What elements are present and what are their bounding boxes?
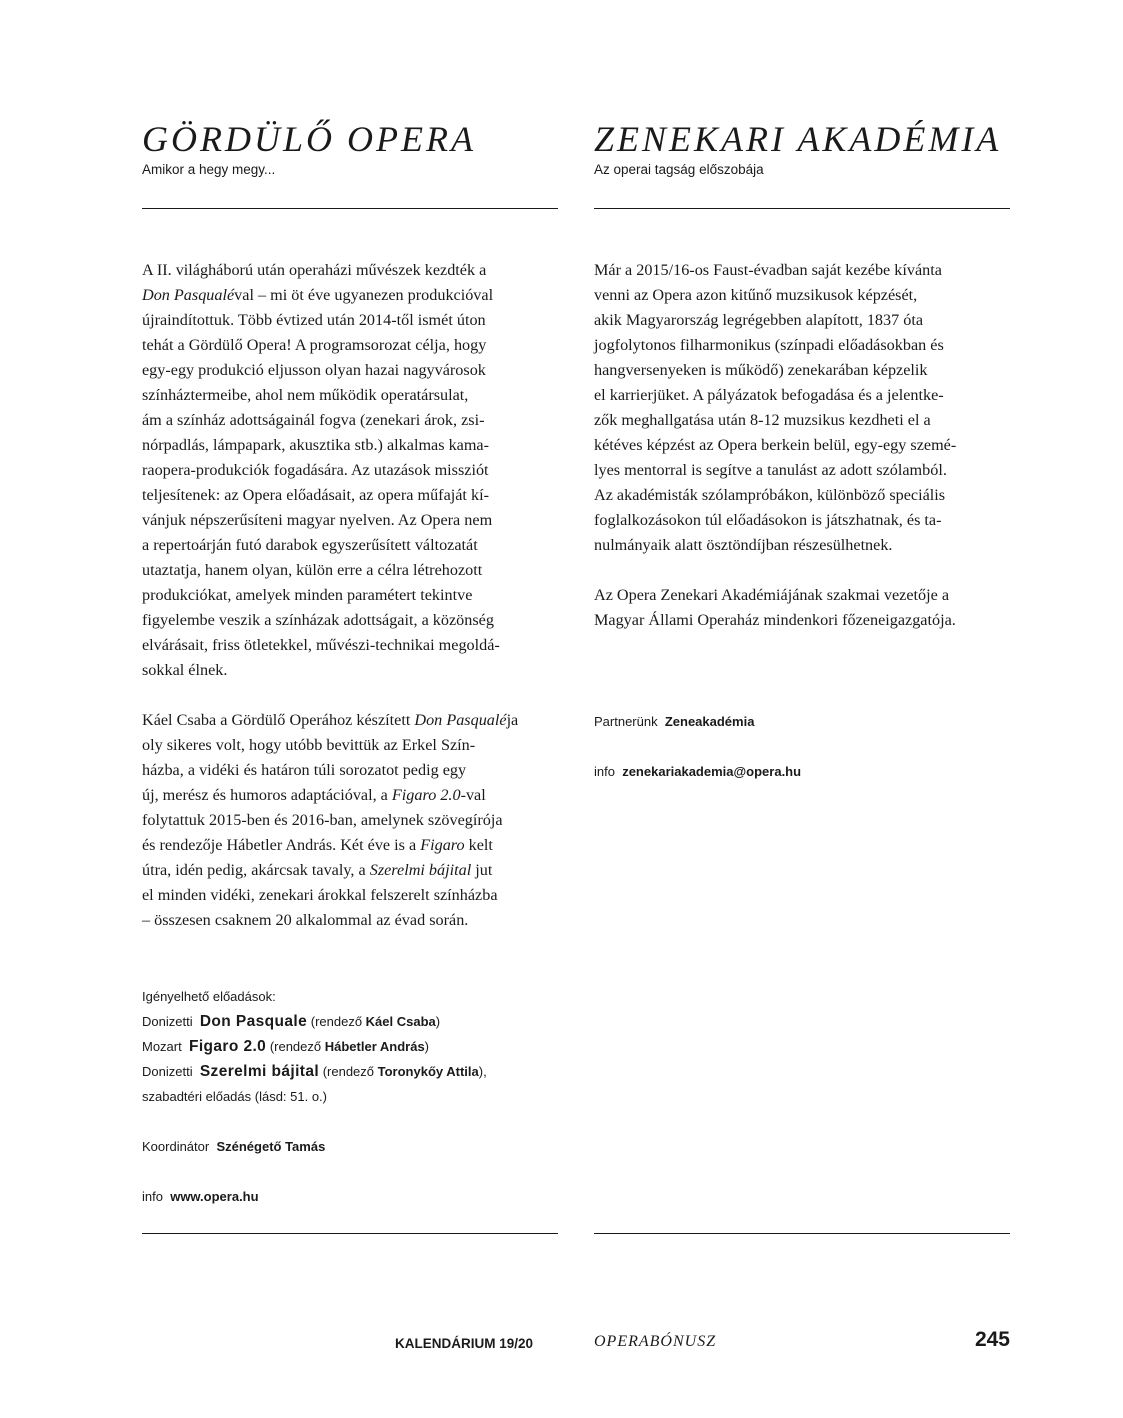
text-line: útra, idén pedig, akárcsak tavaly, a Szerelmi bájital jut: [142, 861, 493, 879]
left-info-link[interactable]: www.opera.hu: [170, 1189, 259, 1204]
right-subtitle: Az operai tagság előszobája: [594, 162, 764, 177]
right-bottom-rule: [594, 1233, 1010, 1234]
text-line: teljesítenek: az Opera előadásait, az opera műfaját kí-: [142, 486, 489, 504]
italic-title: Szerelmi bájital: [369, 861, 472, 879]
text-line: figyelembe veszik a színházak adottságait, a közönség: [142, 611, 494, 629]
text-line: Már a 2015/16-os Faust-évadban saját kezébe kívánta: [594, 261, 942, 279]
text-line: produkciókat, amelyek minden paramétert tekintve: [142, 586, 473, 604]
right-info: [594, 759, 801, 784]
text-line: ám a színház adottságainál fogva (zenekari árok, zsi-: [142, 411, 485, 429]
text-line: Az Opera Zenekari Akadémiájának szakmai vezetője a: [594, 586, 950, 604]
right-title: ZENEKARI AKADÉMIA: [594, 119, 1002, 159]
text-line: akik Magyarország legrégebben alapított, 1837 óta: [594, 311, 924, 329]
text-line: lyes mentorral is segítve a tanulást az adott szólamból.: [594, 461, 947, 479]
text-line: a repertoárján futó darabok egyszerűsített változatát: [142, 536, 478, 554]
text-line: A II. világháború után operaházi művészek kezdték a: [142, 261, 487, 279]
right-info-label: info: [594, 764, 615, 779]
text-line: színháztermeibe, ahol nem működik operatársulat,: [142, 386, 469, 404]
text-line: házba, a vidéki és határon túli sorozatot pedig egy: [142, 761, 467, 779]
left-bottom-rule: [142, 1233, 558, 1234]
italic-title: Figaro 2.0: [391, 786, 461, 804]
text-line: jogfolytonos filharmonikus (színpadi előadásokban és: [594, 336, 944, 354]
text-line: nórpadlás, lámpapark, akusztika stb.) alkalmas kama-: [142, 436, 490, 454]
performance-director-prefix: (rendező: [322, 1064, 378, 1079]
performance-director-prefix: (rendező: [310, 1014, 366, 1029]
performance-director: Hábetler András: [324, 1039, 425, 1054]
text-line: folytattuk 2015-ben és 2016-ban, amelynek szövegírója: [142, 811, 503, 829]
text-line: raopera-produkciók fogadására. Az utazások missziót: [142, 461, 489, 479]
footer-section: OPERABÓNUSZ: [594, 1333, 717, 1350]
page-number: 245: [974, 1328, 1010, 1351]
performance-director-suffix: ),: [478, 1064, 487, 1079]
partner-label: Partnerünk: [594, 714, 658, 729]
partner: [594, 709, 754, 734]
text-line: új, merész és humoros adaptációval, a Figaro 2.0-val: [142, 786, 486, 804]
text-line: Káel Csaba a Gördülő Operához készített Don Pasqualéja: [142, 711, 519, 729]
text-line: oly sikeres volt, hogy utóbb bevittük az Erkel Szín-: [142, 736, 476, 754]
performance-work: Szerelmi bájital: [199, 1063, 320, 1080]
text-line: Don Pasqualéval – mi öt éve ugyanezen produkcióval: [142, 286, 494, 304]
text-line: sokkal élnek.: [142, 661, 228, 679]
coordinator-name: Szénégető Tamás: [216, 1139, 326, 1154]
text-line: el karrierjüket. A pályázatok befogadása és a jelentke-: [594, 386, 944, 404]
right-paragraph-2: [594, 583, 1010, 633]
text-line: elvárásait, friss ötletekkel, művészi-technikai megoldá-: [142, 636, 500, 654]
right-body: [594, 258, 1010, 658]
performance-director-suffix: ): [424, 1039, 430, 1054]
performances-label: Igényelhető előadások:: [142, 989, 276, 1004]
right-paragraph-1: [594, 258, 1010, 558]
performance-composer: Mozart: [142, 1039, 182, 1054]
text-line: egy-egy produkció eljusson olyan hazai nagyvárosok: [142, 361, 486, 379]
performance-work: Don Pasquale: [199, 1013, 308, 1030]
left-info: [142, 1184, 259, 1209]
left-subtitle: Amikor a hegy megy...: [142, 162, 276, 177]
text-line: és rendezője Hábetler András. Két éve is a Figaro kelt: [142, 836, 493, 854]
text-line: hangversenyeken is működő) zenekarában képzelik: [594, 361, 928, 379]
left-title: GÖRDÜLŐ OPERA: [142, 119, 476, 159]
italic-title: Don Pasqualé: [142, 286, 235, 304]
performance-row: [142, 1034, 429, 1059]
performance-director: Káel Csaba: [365, 1014, 436, 1029]
performance-composer: Donizetti: [142, 1014, 193, 1029]
performance-work: Figaro 2.0: [188, 1038, 267, 1055]
outdoor-note: szabadtéri előadás (lásd: 51. o.): [142, 1089, 327, 1104]
coordinator: [142, 1134, 325, 1159]
left-body: [142, 258, 558, 958]
performance-director-suffix: ): [435, 1014, 441, 1029]
performance-director-prefix: (rendező: [269, 1039, 325, 1054]
left-top-rule: [142, 208, 558, 209]
left-paragraph-1: [142, 258, 558, 683]
text-line: foglalkozásokon túl előadásokon is játszhatnak, és ta-: [594, 511, 942, 529]
text-line: el minden vidéki, zenekari árokkal felszerelt színházba: [142, 886, 498, 904]
text-line: – összesen csaknem 20 alkalommal az évad során.: [142, 911, 469, 929]
italic-title: Figaro: [420, 836, 465, 854]
text-line: nulmányaik alatt ösztöndíjban részesülhetnek.: [594, 536, 893, 554]
text-line: Az akadémisták szólampróbákon, különböző speciális: [594, 486, 946, 504]
left-paragraph-2: [142, 708, 558, 933]
text-line: utaztatja, hanem olyan, külön erre a célra létrehozott: [142, 561, 483, 579]
coordinator-label: Koordinátor: [142, 1139, 210, 1154]
performance-row: [142, 1059, 487, 1084]
performance-row: [142, 1009, 440, 1034]
footer-kalendarium: KALENDÁRIUM 19/20: [395, 1336, 534, 1351]
partner-name: Zeneakadémia: [664, 714, 755, 729]
performance-director: Toronykőy Attila: [377, 1064, 479, 1079]
text-line: újraindítottuk. Több évtized után 2014-től ismét úton: [142, 311, 486, 329]
text-line: kétéves képzést az Opera berkein belül, egy-egy szemé-: [594, 436, 957, 454]
text-line: tehát a Gördülő Opera! A programsorozat célja, hogy: [142, 336, 487, 354]
right-info-email[interactable]: zenekariakademia@opera.hu: [622, 764, 802, 779]
text-line: zők meghallgatása után 8-12 muzsikus kezdheti el a: [594, 411, 931, 429]
performance-composer: Donizetti: [142, 1064, 193, 1079]
italic-title: Don Pasqualé: [414, 711, 507, 729]
text-line: vánjuk népszerűsíteni magyar nyelven. Az Opera nem: [142, 511, 493, 529]
text-line: venni az Opera azon kitűnő muzsikusok képzését,: [594, 286, 918, 304]
text-line: Magyar Állami Operaház mindenkori főzeneigazgatója.: [594, 611, 956, 629]
right-top-rule: [594, 208, 1010, 209]
left-info-label: info: [142, 1189, 163, 1204]
